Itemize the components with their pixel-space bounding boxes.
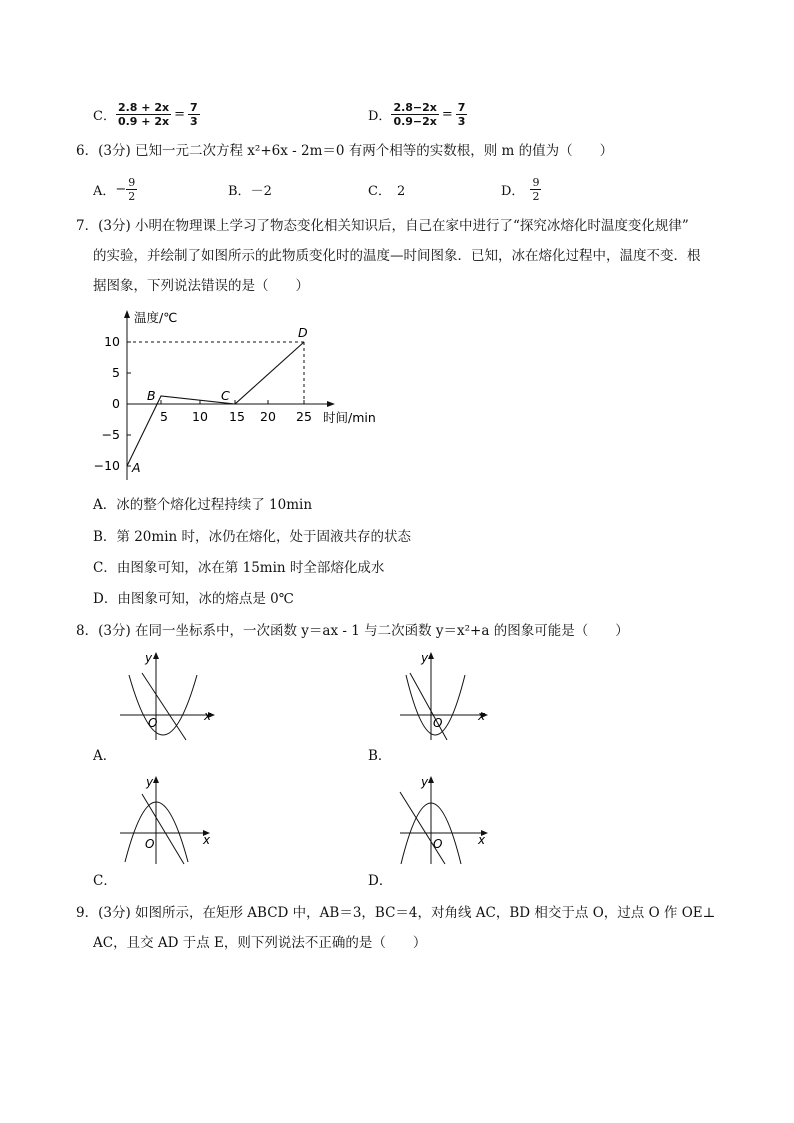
- q8-stem: 8．(3分) 在同一坐标系中，一次函数 y＝ax - 1 与二次函数 y＝x²+a 的图象可能是（ ）: [76, 623, 629, 639]
- q6-option-a-sign: −: [115, 181, 127, 197]
- q5-c-rhs-den: 3: [189, 114, 198, 128]
- q7-stem-line2: 的实验，并绘制了如图所示的此物质变化时的温度—时间图象．已知，冰在熔化过程中，温度不变．根: [93, 248, 701, 264]
- q9-stem-line1: 9．(3分) 如图所示，在矩形 ABCD 中，AB＝3，BC＝4，对角线 AC，BD 相交于点 O，过点 O 作 OE⊥: [76, 905, 716, 921]
- q6-option-a-label: A．: [93, 183, 116, 199]
- q8-graph-a[interactable]: [115, 648, 220, 743]
- q7-point-b: B: [147, 388, 156, 403]
- q8-option-a-label[interactable]: A．: [93, 748, 117, 764]
- q6-option-b-label: B．: [228, 184, 251, 199]
- q8-c-x-label: x: [203, 833, 211, 847]
- q8-graph-b[interactable]: [395, 648, 500, 743]
- q5-d-rhs-den: 3: [457, 114, 466, 128]
- q7-xtick-5: 5: [160, 409, 168, 424]
- q8-d-y-label: y: [421, 775, 429, 789]
- q9-stem-line2: AC，且交 AD 于点 E，则下列说法不正确的是（ ）: [93, 935, 427, 951]
- q6-d-num: 9: [532, 175, 540, 189]
- q8-a-y-arrow: [153, 652, 159, 659]
- q5-d-equals: =: [441, 106, 453, 122]
- q5-d-numerator: 2.8−2x: [393, 100, 437, 114]
- q8-d-origin-label: O: [433, 837, 443, 851]
- q7-xtick-15: 15: [229, 409, 245, 424]
- q8-option-b-label[interactable]: B．: [368, 748, 392, 764]
- q7-ytick-0: 0: [112, 396, 120, 411]
- q8-b-x-label: x: [478, 709, 486, 723]
- q6-option-c-value: 2: [396, 184, 406, 199]
- q8-a-origin-label: O: [148, 716, 158, 730]
- q7-ytick-5: 5: [112, 365, 120, 380]
- q7-option-d[interactable]: D．由图象可知，冰的熔点是 0℃: [93, 591, 294, 607]
- q7-temperature-time-graph: [90, 305, 390, 485]
- q6-d-den: 2: [532, 189, 540, 203]
- q8-c-y-arrow: [153, 776, 159, 783]
- q8-b-y-label: y: [421, 651, 429, 665]
- q6-stem: 6．(3分) 已知一元二次方程 x²+6x - 2m＝0 有两个相等的实数根，则 m 的值为（ ）: [76, 143, 614, 159]
- q5-option-c[interactable]: [93, 96, 200, 132]
- q7-ytick-10: 10: [104, 334, 120, 349]
- q5-option-d[interactable]: [368, 96, 467, 132]
- q8-option-c-label[interactable]: C．: [93, 873, 117, 889]
- q7-xtick-10: 10: [192, 409, 208, 424]
- q5-d-rhs-num: 7: [457, 100, 466, 114]
- q8-d-x-label: x: [478, 833, 486, 847]
- q7-ytick-neg10: −10: [93, 458, 120, 473]
- q8-c-origin-label: O: [145, 837, 155, 851]
- q7-option-c[interactable]: C．由图象可知，冰在第 15min 时全部熔化成水: [93, 560, 385, 576]
- q5-option-d-fraction: [391, 101, 438, 128]
- q8-d-line: [400, 792, 445, 864]
- q6-option-c-label: C．: [368, 184, 391, 199]
- q7-x-axis-label: 时间/min: [323, 410, 376, 425]
- q6-a-den: 2: [128, 189, 136, 203]
- q6-option-a-fraction: [126, 176, 137, 203]
- q8-graph-c[interactable]: [115, 772, 220, 867]
- q6-option-b[interactable]: [228, 180, 272, 199]
- q7-stem-line3: 据图象，下列说法错误的是（ ）: [93, 278, 309, 294]
- q5-c-denominator: 0.9 + 2x: [117, 114, 170, 128]
- q8-graph-d[interactable]: [395, 772, 500, 867]
- q7-y-axis-arrow: [124, 310, 130, 318]
- q8-a-x-label: x: [204, 709, 212, 723]
- q6-option-a[interactable]: [93, 172, 137, 206]
- q8-d-y-arrow: [428, 776, 434, 783]
- q8-c-y-label: y: [146, 775, 154, 789]
- q5-option-c-fraction: [116, 101, 171, 128]
- q6-a-num: 9: [128, 175, 136, 189]
- q7-option-b[interactable]: B．第 20min 时，冰仍在熔化，处于固液共存的状态: [93, 529, 411, 545]
- q7-y-axis-label: 温度/℃: [134, 310, 178, 325]
- q5-c-numerator: 2.8 + 2x: [117, 100, 170, 114]
- q7-point-d: D: [298, 325, 308, 340]
- q5-option-c-label: C．: [93, 108, 116, 124]
- q6-option-b-value: －2: [250, 184, 272, 199]
- q8-option-d-label[interactable]: D．: [368, 873, 393, 889]
- q5-d-denominator: 0.9−2x: [393, 114, 437, 128]
- q5-c-rhs-num: 7: [189, 100, 198, 114]
- q7-option-a[interactable]: A．冰的整个熔化过程持续了 10min: [93, 497, 313, 513]
- q8-b-origin-label: O: [433, 716, 443, 730]
- q7-x-axis-arrow: [327, 401, 335, 407]
- q6-option-d-fraction: [530, 176, 541, 203]
- q6-option-c[interactable]: [368, 180, 405, 199]
- q7-xtick-20: 20: [260, 409, 276, 424]
- q7-xtick-25: 25: [296, 409, 312, 424]
- q5-d-rhs: [456, 101, 468, 128]
- q8-a-y-label: y: [145, 651, 153, 665]
- q7-stem-line1: 7．(3分) 小明在物理课上学习了物态变化相关知识后，自己在家中进行了“探究冰熔化时温度变化规律”: [76, 218, 689, 234]
- q7-point-a: A: [132, 460, 141, 475]
- q6-option-d-label: D．: [501, 183, 525, 199]
- q5-option-d-label: D．: [368, 108, 392, 124]
- q7-ytick-neg5: −5: [101, 427, 120, 442]
- q5-c-equals: =: [174, 106, 185, 122]
- q8-b-y-arrow: [428, 652, 434, 659]
- q6-option-d[interactable]: [501, 172, 541, 206]
- q5-c-rhs: [188, 101, 200, 128]
- q7-point-c: C: [221, 388, 230, 403]
